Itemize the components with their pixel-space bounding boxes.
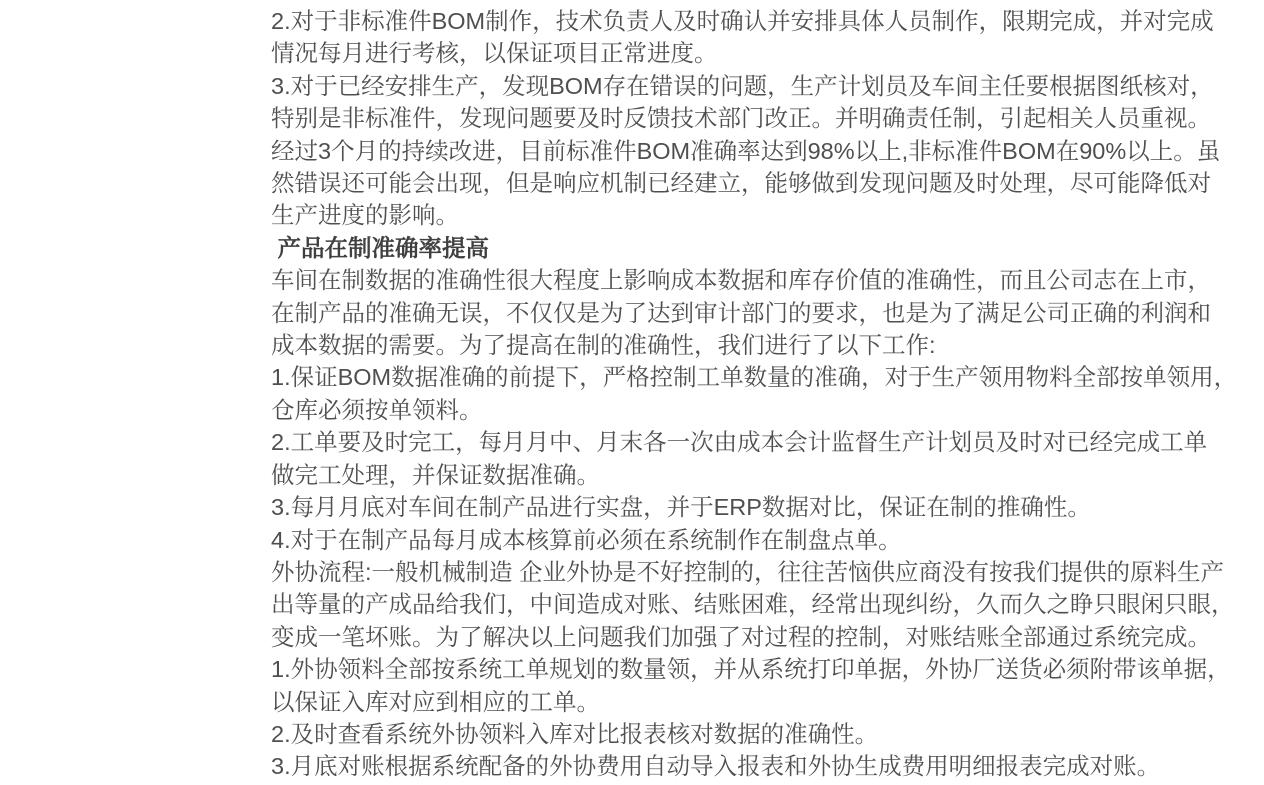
text-line: 1.保证BOM数据准确的前提下，严格控制工单数量的准确，对于生产领用物料全部按单领用， xyxy=(271,364,1238,391)
text-line: 变成一笔坏账。为了解决以上问题我们加强了对过程的控制，对账结账全部通过系统完成。 xyxy=(271,623,1211,650)
text-line: 3.月底对账根据系统配备的外协费用自动导入报表和外协生成费用明细报表完成对账。 xyxy=(271,753,1161,780)
text-line: 2.对于非标准件BOM制作，技术负责人及时确认并安排具体人员制作，限期完成，并对完成 xyxy=(271,8,1214,34)
text-line: 出等量的产成品给我们，中间造成对账、结账困难，经常出现纠纷，久而久之睁只眼闲只眼， xyxy=(271,591,1235,618)
text-line: 2.工单要及时完工，每月月中、月末各一次由成本会计监督生产计划员及时对已经完成工单 xyxy=(271,429,1208,456)
text-line: 以保证入库对应到相应的工单。 xyxy=(271,688,600,715)
text-line: 1.外协领料全部按系统工单规划的数量领，并从系统打印单据，外协厂送货必须附带该单据， xyxy=(271,656,1231,683)
text-line: 4.对于在制产品每月成本核算前必须在系统制作在制盘点单。 xyxy=(271,526,902,553)
text-line: 然错误还可能会出现，但是响应机制已经建立，能够做到发现问题及时处理，尽可能降低对 xyxy=(271,170,1211,197)
text-line: 在制产品的准确无误，不仅仅是为了达到审计部门的要求，也是为了满足公司正确的利润和 xyxy=(271,299,1211,326)
text-line: 车间在制数据的准确性很大程度上影响成本数据和库存价值的准确性，而且公司志在上市， xyxy=(271,267,1211,294)
text-line: 情况每月进行考核，以保证项目正常进度。 xyxy=(271,40,718,67)
text-line: 生产进度的影响。 xyxy=(271,202,459,229)
text-line: 3.每月月底对车间在制产品进行实盘，并于ERP数据对比，保证在制的推确性。 xyxy=(271,494,1091,521)
text-line: 3.对于已经安排生产，发现BOM存在错误的问题，生产计划员及车间主任要根据图纸核对， xyxy=(271,72,1214,99)
text-line: 成本数据的需要。为了提高在制的准确性，我们进行了以下工作: xyxy=(271,332,936,359)
text-line: 特别是非标准件，发现问题要及时反馈技术部门改正。并明确责任制，引起相关人员重视。 xyxy=(271,105,1211,132)
text-line: 做完工处理，并保证数据准确。 xyxy=(271,461,600,488)
section-heading: 产品在制准确率提高 xyxy=(271,234,490,261)
text-line: 外协流程:一般机械制造 企业外协是不好控制的，往往苦恼供应商没有按我们提供的原料生产 xyxy=(271,558,1225,585)
text-line: 仓库必须按单领料。 xyxy=(271,396,483,423)
text-line: 经过3个月的持续改进，目前标准件BOM准确率达到98%以上,非标准件BOM在90%以上。虽 xyxy=(271,137,1221,164)
text-line: 2.及时查看系统外协领料入库对比报表核对数据的准确性。 xyxy=(271,720,879,747)
document-body xyxy=(271,5,1246,783)
